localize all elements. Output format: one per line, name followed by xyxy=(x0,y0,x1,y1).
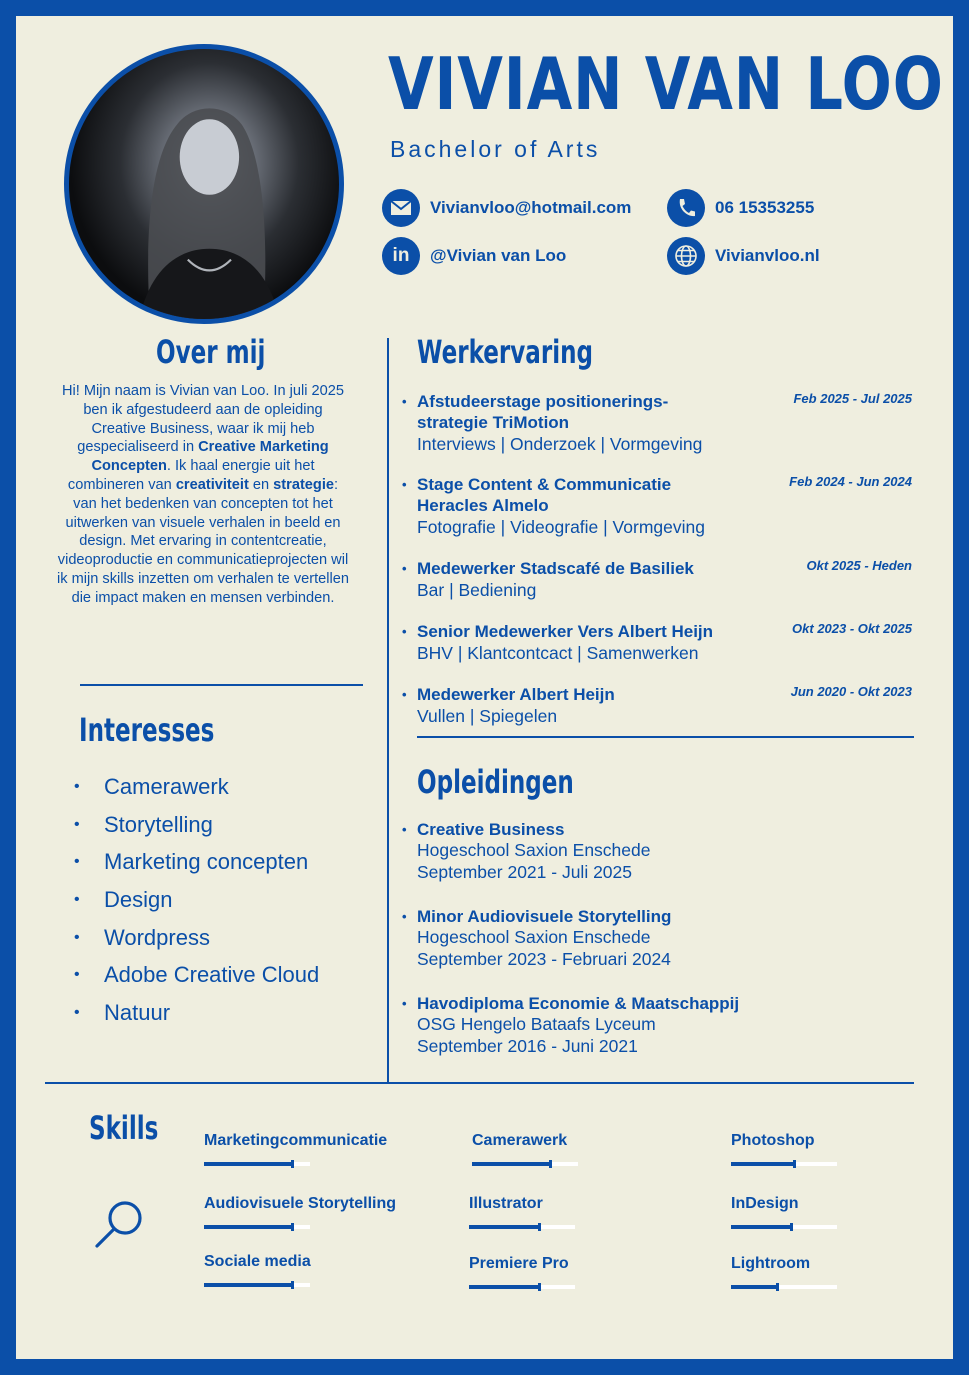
full-name: VIVIAN VAN LOO xyxy=(388,42,944,126)
date-label: Okt 2023 - Okt 2025 xyxy=(792,621,912,636)
contact-phone[interactable] xyxy=(667,189,814,227)
experience-item: • Senior Medewerker Vers Albert Heijn BHV | Klantcontcact | Samenwerken Okt 2023 - Okt 2025 xyxy=(402,621,912,663)
date-label: Jun 2020 - Okt 2023 xyxy=(790,684,912,699)
experience-item: • Medewerker Stadscafé de Basiliek Bar | Bediening Okt 2025 - Heden xyxy=(402,558,912,600)
experience-item: • Afstudeerstage positionerings- strategie TriMotion Interviews | Onderzoek | Vormgeving Feb 2025 - Jul 2025 xyxy=(402,391,912,454)
skill-bar xyxy=(204,1283,310,1287)
skill-bar xyxy=(204,1225,310,1229)
skill-bar xyxy=(731,1162,837,1166)
skill-item: InDesign xyxy=(731,1195,941,1229)
skill-item: Sociale media xyxy=(204,1253,414,1287)
date-label: Feb 2024 - Jun 2024 xyxy=(789,474,912,489)
degree: Bachelor of Arts xyxy=(390,136,601,162)
skill-bar xyxy=(731,1285,837,1289)
contact-linkedin[interactable] xyxy=(382,237,566,275)
date-label: Okt 2025 - Heden xyxy=(806,558,912,573)
profile-photo xyxy=(64,44,344,324)
linkedin-text: @Vivian van Loo xyxy=(430,246,567,265)
list-item: • Marketing concepten xyxy=(74,849,309,875)
date-label: Feb 2025 - Jul 2025 xyxy=(793,391,912,406)
skill-bar xyxy=(204,1162,310,1166)
email-text: Vivianvloo@hotmail.com xyxy=(430,198,632,217)
experience-item: • Medewerker Albert Heijn Vullen | Spiegelen Jun 2020 - Okt 2023 xyxy=(402,684,912,726)
skill-item: Audiovisuele Storytelling xyxy=(204,1195,414,1229)
education-item: • Creative Business Hogeschool Saxion Enschede September 2021 - Juli 2025 xyxy=(402,820,651,882)
skill-bar xyxy=(731,1225,837,1229)
list-item: • Wordpress xyxy=(74,924,210,950)
magnifier-icon xyxy=(92,1198,148,1254)
contact-website[interactable] xyxy=(667,237,820,275)
skills-title: Skills xyxy=(89,1109,159,1147)
phone-text: 06 15353255 xyxy=(715,198,815,217)
list-item: • Adobe Creative Cloud xyxy=(74,962,320,988)
list-item: • Natuur xyxy=(74,1000,171,1026)
education-item: • Minor Audiovisuele Storytelling Hogeschool Saxion Enschede September 2023 - Februari 2024 xyxy=(402,907,672,969)
contact-email[interactable] xyxy=(382,189,631,227)
website-text: Vivianvloo.nl xyxy=(715,246,820,265)
skill-item: Photoshop xyxy=(731,1132,941,1166)
experience-title: Werkervaring xyxy=(417,333,593,371)
skill-item: Camerawerk xyxy=(472,1132,682,1166)
interests-title: Interesses xyxy=(79,711,215,749)
skill-item: Marketingcommunicatie xyxy=(204,1132,414,1166)
list-item: • Camerawerk xyxy=(74,774,229,799)
column-divider xyxy=(387,338,389,1083)
resume-page xyxy=(16,16,953,1359)
about-text: Hi! Mijn naam is Vivian van Loo. In juli 2025 ben ik afgestudeerd aan de opleiding Creative Business, waar ik mij heb gespecialiseerd in Creative Marketing Concepten. Ik haal energie uit het combineren van creativiteit en strategie: van het bedenken van concepten tot het uitwerken van visuele verhalen in beeld en design. Met ervaring in contentcreatie, videoproductie en communicatieprojecten wil ik mijn skills inzetten om verhalen te vertellen die impact maken en mensen verbinden. xyxy=(57,383,349,606)
list-item: • Design xyxy=(74,887,173,913)
globe-icon xyxy=(667,237,705,275)
interests-list xyxy=(74,772,319,1036)
about-divider xyxy=(80,684,363,686)
skills-divider xyxy=(45,1082,914,1084)
list-item: • Storytelling xyxy=(74,811,213,837)
skill-bar xyxy=(469,1285,575,1289)
skill-item: Premiere Pro xyxy=(469,1255,679,1289)
skill-item: Lightroom xyxy=(731,1255,941,1289)
linkedin-icon: in xyxy=(382,237,420,275)
phone-icon xyxy=(667,189,705,227)
education-item: • Havodiploma Economie & Maatschappij OSG Hengelo Bataafs Lyceum September 2016 - Juni 2021 xyxy=(402,994,740,1056)
about-title: Over mij xyxy=(156,333,266,371)
skill-item: Illustrator xyxy=(469,1195,679,1229)
envelope-icon xyxy=(382,189,420,227)
education-title: Opleidingen xyxy=(417,763,574,801)
skill-bar xyxy=(469,1225,575,1229)
experience-divider xyxy=(417,736,914,738)
experience-item: • Stage Content & Communicatie Heracles Almelo Fotografie | Videografie | Vormgeving Feb 2024 - Jun 2024 xyxy=(402,474,912,537)
skill-bar xyxy=(472,1162,578,1166)
